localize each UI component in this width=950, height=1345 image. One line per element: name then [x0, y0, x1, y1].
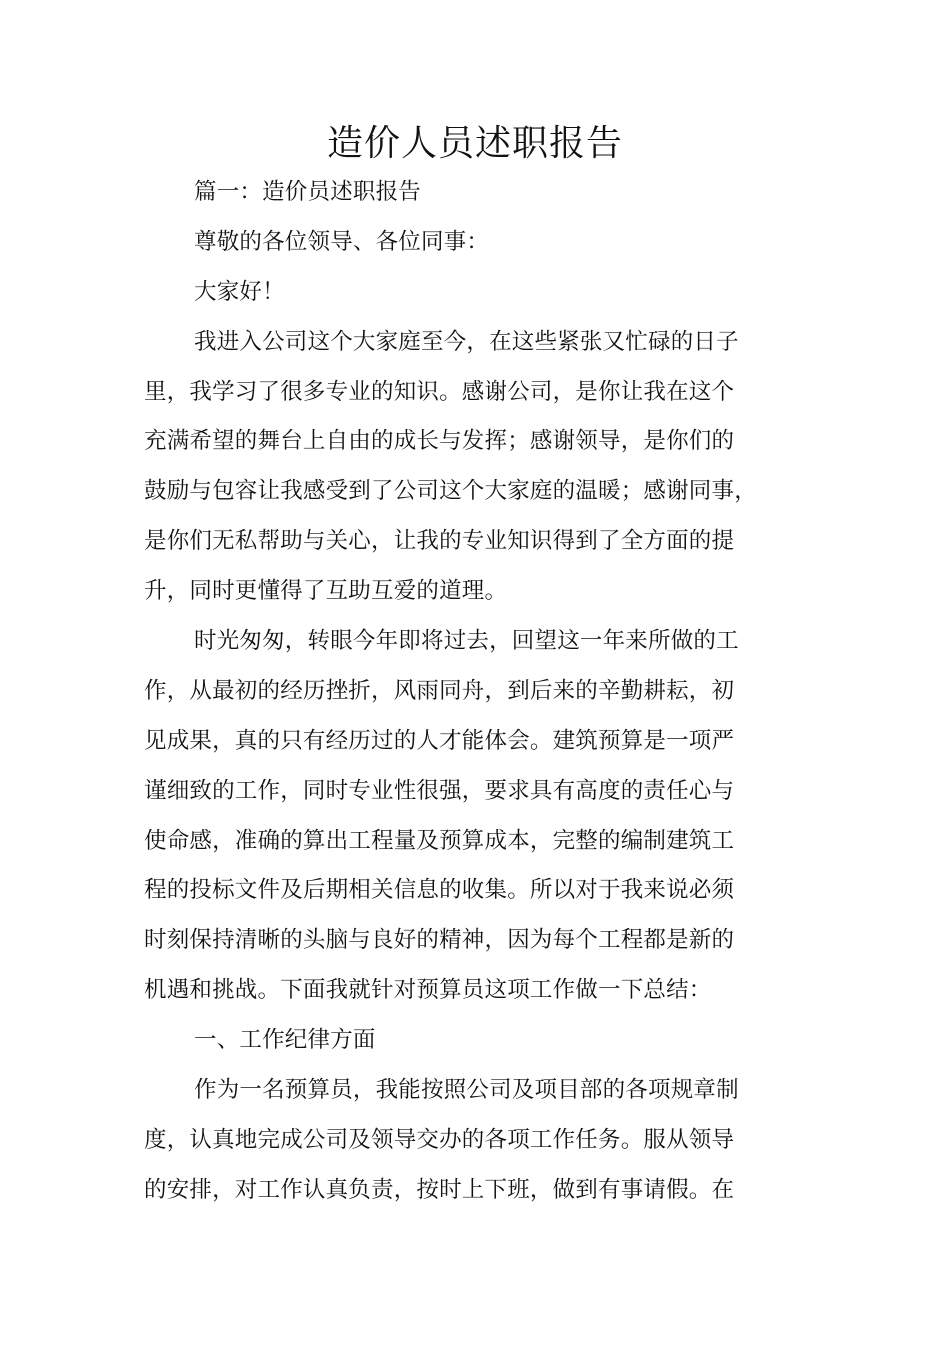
text-line: 机遇和挑战。下面我就针对预算员这项工作做一下总结：: [144, 977, 712, 1004]
text-line: 充满希望的舞台上自由的成长与发挥；感谢领导，是你们的: [144, 428, 735, 455]
text-line: 时光匆匆，转眼今年即将过去，回望这一年来所做的工: [194, 628, 739, 655]
text-line: 作，从最初的经历挫折，风雨同舟，到后来的辛勤耕耘，初: [144, 677, 735, 704]
text-line: 的安排，对工作认真负责，按时上下班，做到有事请假。在: [144, 1176, 735, 1203]
text-line: 一、工作纪律方面: [194, 1027, 376, 1054]
text-line: 我进入公司这个大家庭至今，在这些紧张又忙碌的日子: [194, 328, 739, 355]
text-line: 时刻保持清晰的头脑与良好的精神，因为每个工程都是新的: [144, 927, 735, 954]
text-line: 鼓励与包容让我感受到了公司这个大家庭的温暖；感谢同事，: [144, 478, 757, 505]
document-body: [144, 168, 757, 1216]
text-line: 里，我学习了很多专业的知识。感谢公司，是你让我在这个: [144, 378, 735, 405]
text-line: 篇一：造价员述职报告: [194, 179, 422, 205]
text-line: 谨细致的工作，同时专业性很强，要求具有高度的责任心与: [144, 777, 735, 804]
text-line: 见成果，真的只有经历过的人才能体会。建筑预算是一项严: [144, 727, 735, 754]
document-title: 造价人员述职报告: [326, 123, 623, 164]
text-line: 尊敬的各位领导、各位同事：: [194, 228, 490, 255]
text-line: 是你们无私帮助与关心，让我的专业知识得到了全方面的提: [144, 528, 735, 555]
text-line: 程的投标文件及后期相关信息的收集。所以对于我来说必须: [144, 877, 735, 904]
text-line: 作为一名预算员，我能按照公司及项目部的各项规章制: [194, 1077, 739, 1104]
text-line: 升，同时更懂得了互助互爱的道理。: [144, 578, 508, 605]
text-line: 度，认真地完成公司及领导交办的各项工作任务。服从领导: [144, 1126, 735, 1153]
text-line: 使命感，准确的算出工程量及预算成本，完整的编制建筑工: [144, 827, 735, 854]
text-line: 大家好！: [194, 278, 285, 305]
